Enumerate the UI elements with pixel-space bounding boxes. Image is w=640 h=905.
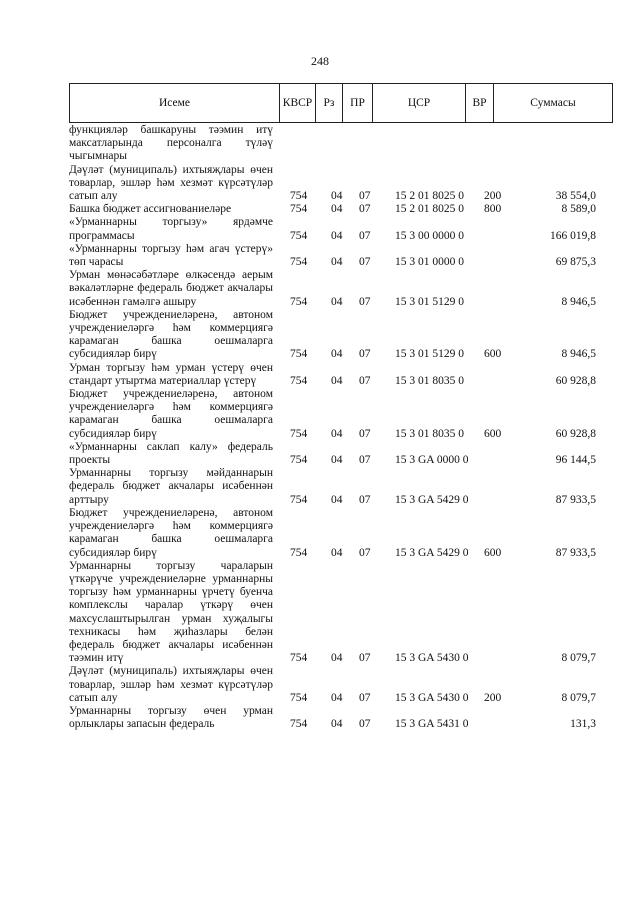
column-header-sum: Суммасы — [530, 97, 576, 109]
row-kvsr: 754 — [290, 546, 308, 559]
row-name: Урман торгызу һәм урман үстерү өчен стандарт утыртма материаллар үстерү — [69, 361, 273, 387]
row-csr: 15 3 GA 5429 0 — [395, 493, 469, 506]
row-pr: 07 — [359, 203, 371, 216]
row-csr: 15 3 01 8035 0 — [395, 427, 464, 440]
row-name: Урман мөнәсәбәтләре өлкәсендә аерым вәкаләтләрне федераль бюджет акчалары исәбеннән гамәлгә ашыру — [69, 269, 273, 308]
row-sum: 8 589,0 — [561, 203, 596, 216]
row-vr: 600 — [484, 546, 502, 559]
table-row — [69, 705, 613, 731]
table-row — [69, 665, 613, 705]
row-csr: 15 3 01 5129 0 — [395, 295, 464, 308]
row-rz: 04 — [331, 295, 343, 308]
row-rz: 04 — [331, 229, 343, 242]
table-row — [69, 269, 613, 309]
table-row — [69, 560, 613, 666]
row-sum: 87 933,5 — [555, 546, 596, 559]
table-row — [69, 309, 613, 362]
row-kvsr: 754 — [290, 190, 308, 203]
row-vr: 600 — [484, 348, 502, 361]
table-row — [69, 467, 613, 507]
table-row — [69, 388, 613, 441]
row-pr: 07 — [359, 427, 371, 440]
row-kvsr: 754 — [290, 229, 308, 242]
column-header-vr: ВР — [466, 84, 494, 122]
row-kvsr: 754 — [290, 493, 308, 506]
row-csr: 15 3 01 5129 0 — [395, 348, 464, 361]
row-csr: 15 2 01 8025 0 — [395, 190, 464, 203]
row-kvsr: 754 — [290, 427, 308, 440]
column-header-kvsr: КВСР — [280, 84, 316, 122]
row-sum: 131,3 — [570, 718, 596, 731]
row-pr: 07 — [359, 229, 371, 242]
row-csr: 15 3 GA 5429 0 — [395, 546, 469, 559]
row-name: Урманнарны торгызу мәйданнарын федераль бюджет акчалары исәбеннән арттыру — [69, 467, 273, 506]
column-header-csr: ЦСР — [373, 84, 466, 122]
row-rz: 04 — [331, 691, 343, 704]
row-name: Бюджет учреждениеләренә, автоном учреждениеләргә һәм коммерциягә карамаган башка оешмаларга субсидияләр бирү — [69, 308, 273, 361]
row-sum: 60 928,8 — [555, 374, 596, 387]
row-csr: 15 3 GA 5430 0 — [395, 652, 469, 665]
row-pr: 07 — [359, 718, 371, 731]
row-sum: 8 079,7 — [561, 691, 596, 704]
table-row — [69, 441, 613, 467]
row-name: Башка бюджет ассигнованиеләре — [69, 203, 232, 216]
row-csr: 15 3 GA 5431 0 — [395, 718, 469, 731]
row-pr: 07 — [359, 374, 371, 387]
table-row — [69, 164, 613, 204]
column-header-name: Исеме — [70, 84, 280, 122]
page-number: 248 — [311, 54, 329, 68]
row-name: «Урманнарны торгызу» ярдәмче программасы — [69, 216, 273, 242]
row-rz: 04 — [331, 546, 343, 559]
row-name: Урманнарны торгызу чараларын үткәрүче учреждениеләрне урманнарны торгызу һәм урманнарны үрчетү буенча комплекслы чаралар үткәрү өчен махсуслаштырылган урман хуҗалыгы техникасы һәм җиһазлары белән федераль бюджет акчалары исәбеннән тәэмин итү — [69, 559, 273, 665]
row-rz: 04 — [331, 256, 343, 269]
row-kvsr: 754 — [290, 203, 308, 216]
row-rz: 04 — [331, 348, 343, 361]
row-sum: 166 019,8 — [550, 229, 596, 242]
row-pr: 07 — [359, 295, 371, 308]
row-kvsr: 754 — [290, 348, 308, 361]
row-kvsr: 754 — [290, 256, 308, 269]
row-kvsr: 754 — [290, 454, 308, 467]
table-body — [69, 124, 613, 731]
table-row — [69, 203, 613, 216]
row-name: «Урманнарны торгызу һәм агач үстерү» төп чарасы — [69, 242, 273, 269]
table-header — [69, 83, 613, 123]
row-sum: 60 928,8 — [555, 427, 596, 440]
row-sum: 8 946,5 — [561, 348, 596, 361]
row-vr: 200 — [484, 190, 502, 203]
row-csr: 15 3 01 0000 0 — [395, 256, 464, 269]
row-pr: 07 — [359, 348, 371, 361]
row-pr: 07 — [359, 493, 371, 506]
row-pr: 07 — [359, 190, 371, 203]
row-csr: 15 3 GA 0000 0 — [395, 454, 469, 467]
row-name: Урманнарны торгызу өчен урман орлыклары запасын федераль — [69, 704, 273, 731]
row-name: «Урманнарны саклап калу» федераль проекты — [69, 440, 273, 467]
row-kvsr: 754 — [290, 718, 308, 731]
row-sum: 69 875,3 — [555, 256, 596, 269]
row-kvsr: 754 — [290, 652, 308, 665]
row-kvsr: 754 — [290, 374, 308, 387]
row-kvsr: 754 — [290, 295, 308, 308]
row-pr: 07 — [359, 652, 371, 665]
row-name: Дәүләт (муниципаль) ихтыяҗлары өчен товарлар, эшләр һәм хезмәт күрсәтүләр сатып алу — [69, 163, 273, 203]
row-vr: 600 — [484, 427, 502, 440]
row-sum: 8 946,5 — [561, 295, 596, 308]
row-sum: 8 079,7 — [561, 652, 596, 665]
row-rz: 04 — [331, 454, 343, 467]
row-rz: 04 — [331, 652, 343, 665]
row-csr: 15 3 01 8035 0 — [395, 374, 464, 387]
row-rz: 04 — [331, 190, 343, 203]
row-pr: 07 — [359, 256, 371, 269]
row-sum: 96 144,5 — [555, 454, 596, 467]
row-pr: 07 — [359, 454, 371, 467]
row-rz: 04 — [331, 374, 343, 387]
table-row — [69, 124, 613, 164]
row-name: Бюджет учреждениеләренә, автоном учреждениеләргә һәм коммерциягә карамаган башка оешмаларга субсидияләр бирү — [69, 388, 273, 440]
row-kvsr: 754 — [290, 691, 308, 704]
table-row — [69, 362, 613, 388]
row-name: Дәүләт (муниципаль) ихтыяҗлары өчен товарлар, эшләр һәм хезмәт күрсәтүләр сатып алу — [69, 665, 273, 704]
row-sum: 38 554,0 — [555, 190, 596, 203]
table-row — [69, 243, 613, 269]
row-csr: 15 3 GA 5430 0 — [395, 691, 469, 704]
row-name: функцияләр башкаруны тәэмин итү максатларында персоналга түләү чыгымнары — [69, 124, 273, 163]
row-vr: 800 — [484, 203, 502, 216]
column-header-pr: ПР — [343, 84, 373, 122]
row-rz: 04 — [331, 718, 343, 731]
row-vr: 200 — [484, 691, 502, 704]
table-row — [69, 507, 613, 560]
row-rz: 04 — [331, 427, 343, 440]
table-row — [69, 216, 613, 242]
row-name: Бюджет учреждениеләренә, автоном учреждениеләргә һәм коммерциягә карамаган башка оешмаларга субсидияләр бирү — [69, 506, 273, 559]
row-rz: 04 — [331, 203, 343, 216]
row-pr: 07 — [359, 546, 371, 559]
row-csr: 15 3 00 0000 0 — [395, 229, 464, 242]
column-header-rz: Рз — [316, 84, 343, 122]
row-csr: 15 2 01 8025 0 — [395, 203, 464, 216]
row-rz: 04 — [331, 493, 343, 506]
row-sum: 87 933,5 — [555, 493, 596, 506]
row-pr: 07 — [359, 691, 371, 704]
